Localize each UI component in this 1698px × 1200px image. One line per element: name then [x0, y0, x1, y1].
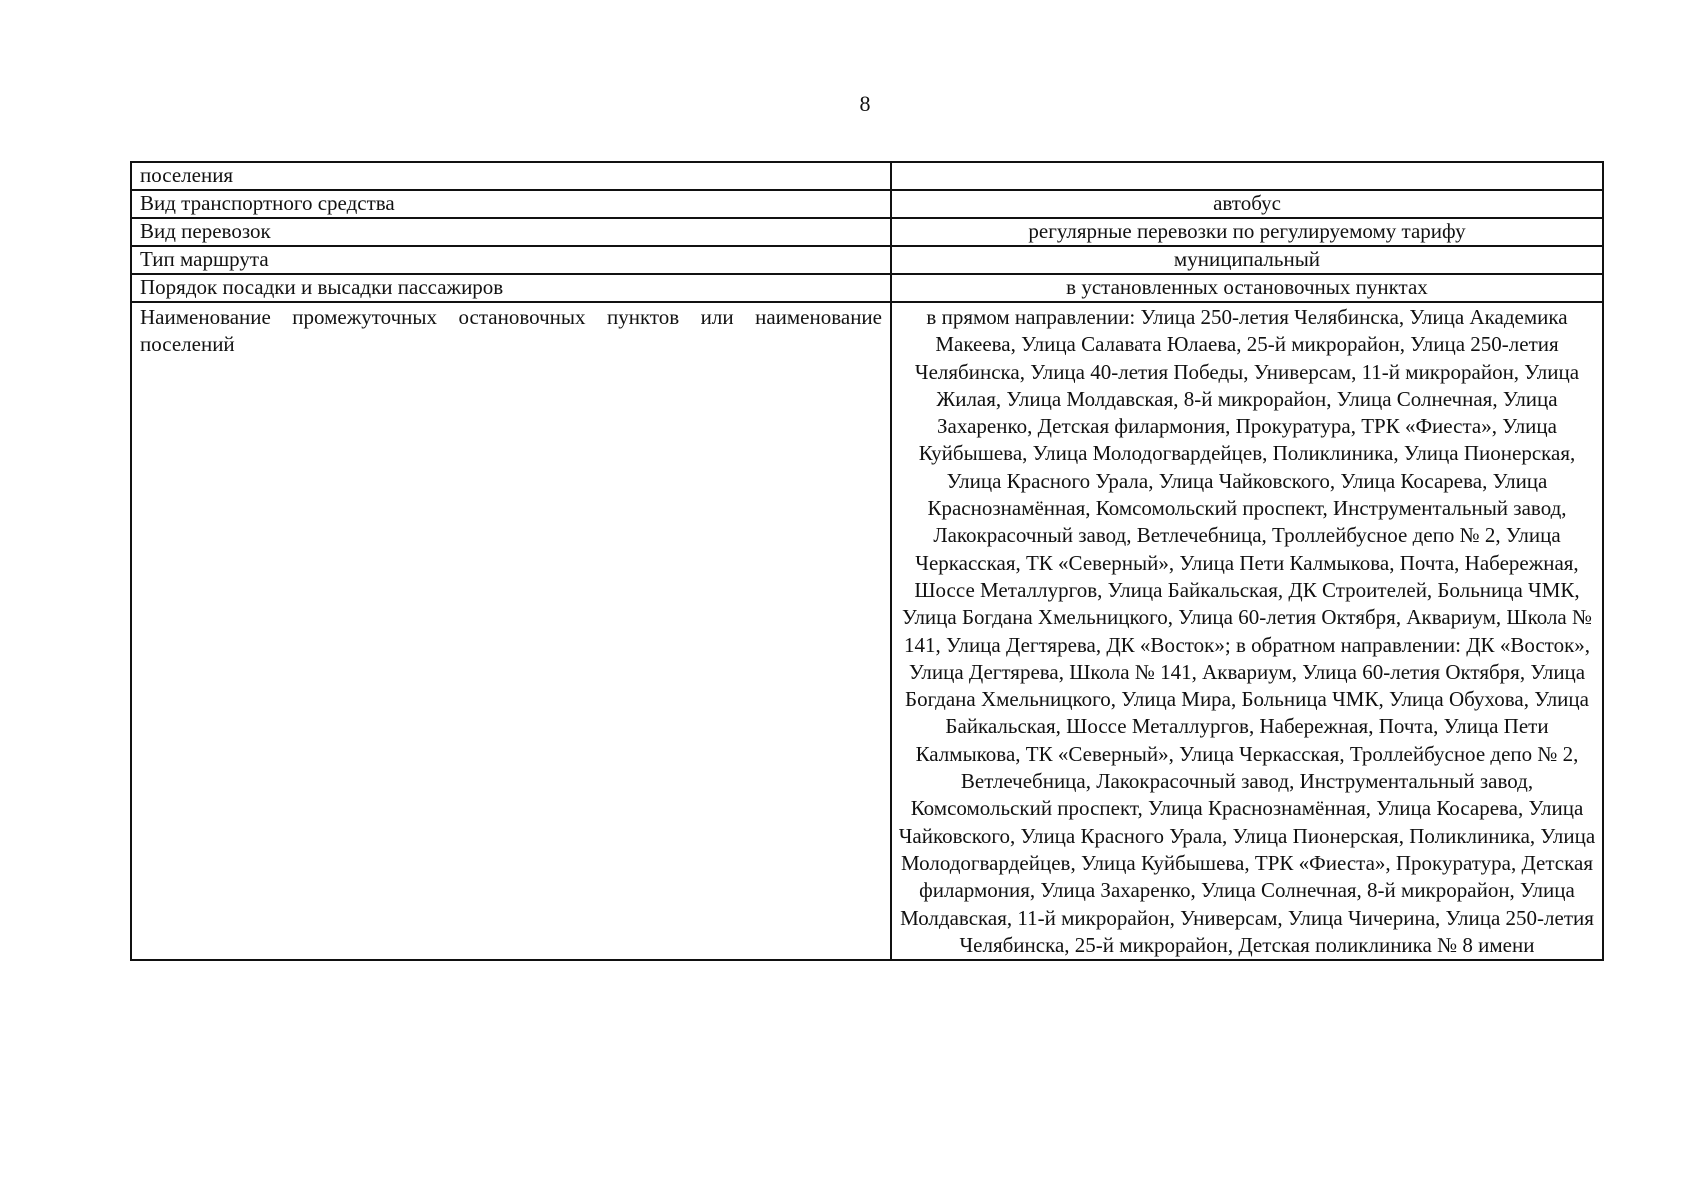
row-value-route-type: муниципальный	[891, 246, 1603, 274]
table-row	[131, 218, 1603, 246]
row-label-vehicle-type: Вид транспортного средства	[131, 190, 891, 218]
row-value-boarding-order: в установленных остановочных пунктах	[891, 274, 1603, 302]
row-label-settlement: поселения	[131, 162, 891, 190]
row-label-boarding-order: Порядок посадки и высадки пассажиров	[131, 274, 891, 302]
row-label-transport-kind: Вид перевозок	[131, 218, 891, 246]
table-row	[131, 190, 1603, 218]
table-row	[131, 246, 1603, 274]
table-row	[131, 162, 1603, 190]
row-label-intermediate-stops: Наименование промежуточных остановочных пунктов или наименование поселений	[131, 302, 891, 960]
table-row	[131, 302, 1603, 960]
route-info-table	[130, 161, 1604, 961]
row-value-vehicle-type: автобус	[891, 190, 1603, 218]
table-row	[131, 274, 1603, 302]
row-value-transport-kind: регулярные перевозки по регулируемому тарифу	[891, 218, 1603, 246]
row-label-route-type: Тип маршрута	[131, 246, 891, 274]
row-value-intermediate-stops: в прямом направлении: Улица 250-летия Челябинска, Улица Академика Макеева, Улица Салавата Юлаева, 25-й микрорайон, Улица 250-летия Челябинска, Улица 40-летия Победы, Универсам, 11-й микрорайон, Улица Жилая, Улица Молдавская, 8-й микрорайон, Улица Солнечная, Улица Захаренко, Детская филармония, Прокуратура, ТРК «Фиеста», Улица Куйбышева, Улица Молодогвардейцев, Поликлиника, Улица Пионерская, Улица Красного Урала, Улица Чайковского, Улица Косарева, Улица Краснознамённая, Комсомольский проспект, Инструментальный завод, Лакокрасочный завод, Ветлечебница, Троллейбусное депо № 2, Улица Черкасская, ТК «Северный», Улица Пети Калмыкова, Почта, Набережная, Шоссе Металлургов, Улица Байкальская, ДК Строителей, Больница ЧМК, Улица Богдана Хмельницкого, Улица 60-летия Октября, Аквариум, Школа № 141, Улица Дегтярева, ДК «Восток»; в обратном направлении: ДК «Восток», Улица Дегтярева, Школа № 141, Аквариум, Улица 60-летия Октября, Улица Богдана Хмельницкого, Улица Мира, Больница ЧМК, Улица Обухова, Улица Байкальская, Шоссе Металлургов, Набережная, Почта, Улица Пети Калмыкова, ТК «Северный», Улица Черкасская, Троллейбусное депо № 2, Ветлечебница, Лакокрасочный завод, Инструментальный завод, Комсомольский проспект, Улица Краснознамённая, Улица Косарева, Улица Чайковского, Улица Красного Урала, Улица Пионерская, Поликлиника, Улица Молодогвардейцев, Улица Куйбышева, ТРК «Фиеста», Прокуратура, Детская филармония, Улица Захаренко, Улица Солнечная, 8-й микрорайон, Улица Молдавская, 11-й микрорайон, Универсам, Улица Чичерина, Улица 250-летия Челябинска, 25-й микрорайон, Детская поликлиника № 8 имени	[891, 302, 1603, 960]
page-number: 8	[859, 91, 871, 116]
row-value-settlement	[891, 162, 1603, 190]
